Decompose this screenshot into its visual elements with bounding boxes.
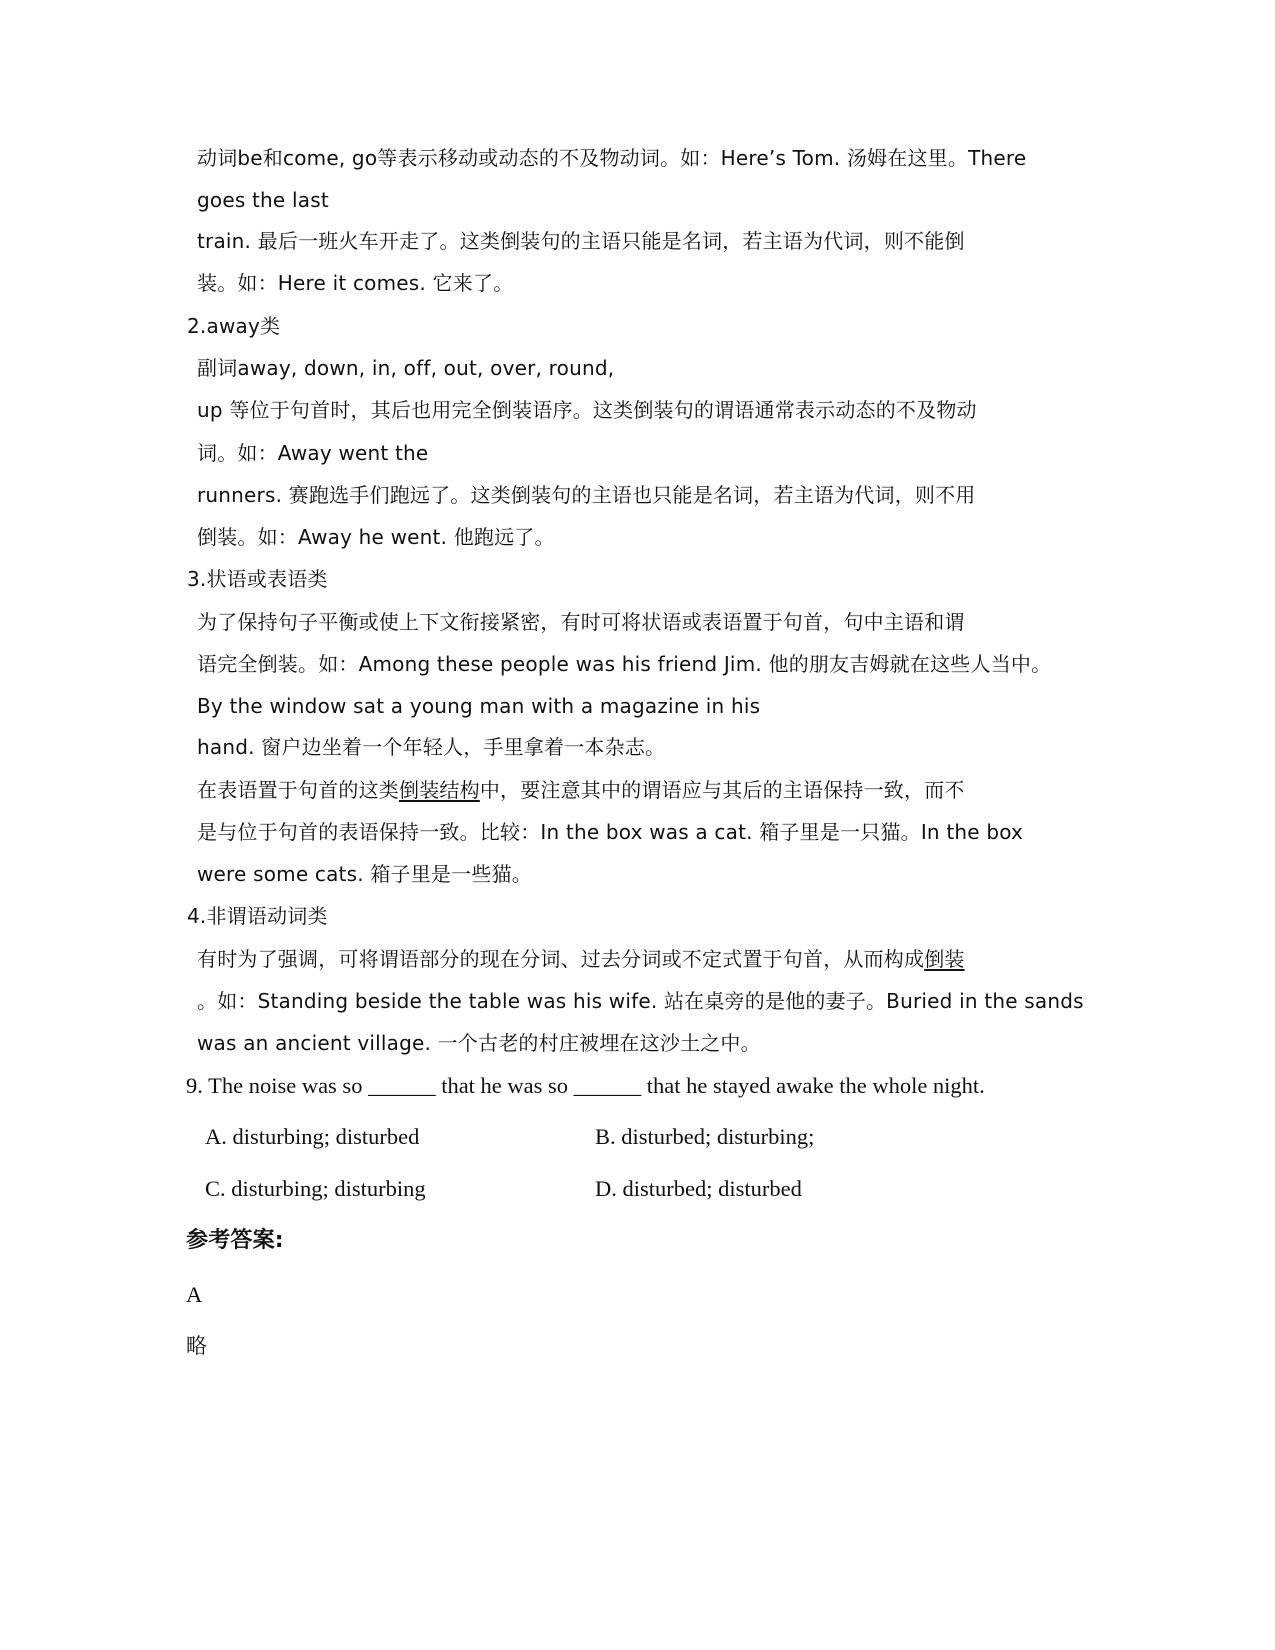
section3-line5-pre: 在表语置于句首的这类 bbox=[197, 778, 399, 802]
question-stem: 9. The noise was so ______ that he was so ______ that he stayed awake the whole night. bbox=[186, 1073, 985, 1098]
answer-explanation: 略 bbox=[186, 1334, 208, 1358]
option-c: C. disturbing; disturbing bbox=[205, 1176, 426, 1201]
section1-line4: 装。如：Here it comes. 它来了。 bbox=[197, 271, 514, 295]
section4-line3: was an ancient village. 一个古老的村庄被埋在这沙土之中。 bbox=[197, 1031, 761, 1055]
section2-line5: 倒装。如：Away he went. 他跑远了。 bbox=[197, 525, 555, 549]
section1-line3: train. 最后一班火车开走了。这类倒装句的主语只能是名词，若主语为代词，则不能倒 bbox=[197, 229, 965, 253]
section2-line2: up 等位于句首时，其后也用完全倒装语序。这类倒装句的谓语通常表示动态的不及物动 bbox=[197, 398, 977, 422]
section2-line4: runners. 赛跑选手们跑远了。这类倒装句的主语也只能是名词，若主语为代词，则不用 bbox=[197, 483, 976, 507]
section3-line1: 为了保持句子平衡或使上下文衔接紧密，有时可将状语或表语置于句首，句中主语和谓 bbox=[197, 610, 965, 634]
section2-line1: 副词away, down, in, off, out, over, round, bbox=[197, 356, 615, 380]
option-b: B. disturbed; disturbing; bbox=[595, 1124, 815, 1149]
inversion-link[interactable]: 倒装 bbox=[924, 947, 965, 971]
section3-line5-post: 中，要注意其中的谓语应与其后的主语保持一致，而不 bbox=[479, 778, 965, 802]
section3-line2: 语完全倒装。如：Among these people was his friend Jim. 他的朋友吉姆就在这些人当中。 bbox=[197, 652, 1052, 676]
section3-line3: By the window sat a young man with a magazine in his bbox=[197, 694, 761, 718]
section4-line1-pre: 有时为了强调，可将谓语部分的现在分词、过去分词或不定式置于句首，从而构成 bbox=[197, 947, 925, 971]
section3-line5 bbox=[197, 777, 965, 803]
answer-heading: 参考答案: bbox=[186, 1228, 284, 1253]
section3-line4: hand. 窗户边坐着一个年轻人，手里拿着一本杂志。 bbox=[197, 735, 666, 759]
section2-line3: 词。如：Away went the bbox=[197, 441, 429, 465]
section2-heading: 2.away类 bbox=[187, 314, 281, 338]
section3-line7: were some cats. 箱子里是一些猫。 bbox=[197, 862, 532, 886]
section4-heading: 4.非谓语动词类 bbox=[187, 904, 328, 928]
section3-line6: 是与位于句首的表语保持一致。比较：In the box was a cat. 箱子里是一只猫。In the box bbox=[197, 820, 1024, 844]
section3-heading: 3.状语或表语类 bbox=[187, 567, 328, 591]
section4-line2: 。如：Standing beside the table was his wife. 站在桌旁的是他的妻子。Buried in the sands bbox=[197, 989, 1084, 1013]
option-a: A. disturbing; disturbed bbox=[205, 1124, 420, 1149]
answer-value: A bbox=[186, 1282, 203, 1307]
option-d: D. disturbed; disturbed bbox=[595, 1176, 802, 1201]
inversion-structure-link[interactable]: 倒装结构 bbox=[399, 778, 480, 802]
section1-line2: goes the last bbox=[197, 188, 329, 212]
section4-line1 bbox=[197, 946, 965, 972]
section1-line1: 动词be和come, go等表示移动或动态的不及物动词。如：Here’s Tom. 汤姆在这里。There bbox=[197, 146, 1027, 170]
